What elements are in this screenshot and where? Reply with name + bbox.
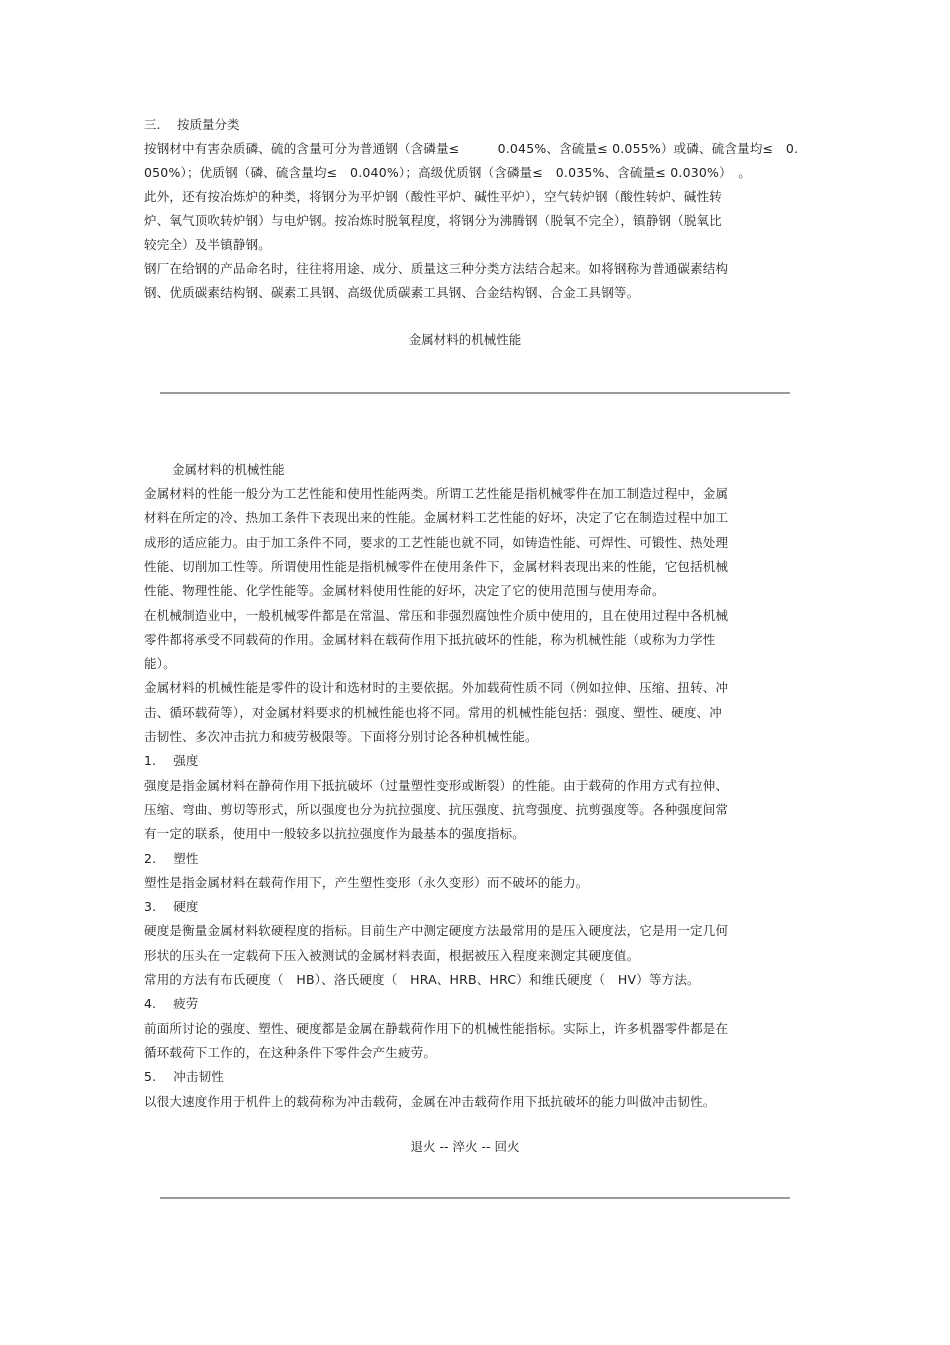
article-title-heat-treatment: 退火 -- 淬火 -- 回火 [410,1139,520,1154]
text-line: 5. 冲击韧性 [144,1069,224,1085]
text-line: 材料在所定的冷、热加工条件下表现出来的性能。金属材料工艺性能的好坏，决定了它在制造过程中加工 [144,510,729,526]
text-line: 击韧性、多次冲击抗力和疲劳极限等。下面将分别讨论各种机械性能。 [144,729,538,744]
text-line: 常用的方法有布氏硬度（ HB）、洛氏硬度（ HRA、HRB、HRC）和维氏硬度（ HV）等方法。 [144,972,700,987]
text-line: 循环载荷下工作的，在这种条件下零件会产生疲劳。 [144,1044,437,1060]
text-line: 按钢材中有害杂质磷、硫的含量可分为普通钢（含磷量≤ 0.045%、含硫量≤ 0.055%）或磷、硫含量均≤ 0. [144,141,799,156]
text-line: 金属材料的机械性能是零件的设计和选材时的主要依据。外加载荷性质不同（例如拉伸、压缩、扭转、冲 [144,680,729,696]
text-line: 以很大速度作用于机件上的载荷称为冲击载荷，金属在冲击载荷作用下抵抗破坏的能力叫做冲击韧性。 [144,1093,716,1109]
text-line: 能）。 [144,656,176,672]
text-line: 2. 塑性 [144,850,199,866]
text-line: 金属材料的性能一般分为工艺性能和使用性能两类。所谓工艺性能是指机械零件在加工制造过程中，金属 [144,486,729,501]
text-line: 050%）；优质钢（磷、硫含量均≤ 0.040%）；高级优质钢（含磷量≤ 0.035%、含硫量≤ 0.030%） 。 [144,165,751,180]
text-line: 钢、优质碳素结构钢、碳素工具钢、高级优质碳素工具钢、合金结构钢、合金工具钢等。 [144,285,640,300]
text-line: 前面所讨论的强度、塑性、硬度都是金属在静载荷作用下的机械性能指标。实际上，许多机器零件都是在 [144,1020,729,1036]
text-line: 强度是指金属材料在静荷作用下抵抗破坏（过量塑性变形或断裂）的性能。由于载荷的作用方式有拉伸、 [144,777,729,793]
text-line: 性能、切削加工性等。所谓使用性能是指机械零件在使用条件下，金属材料表现出来的性能，它包括机械 [144,558,729,574]
article-title-mechanical-properties: 金属材料的机械性能 [408,332,522,347]
text-line: 形状的压头在一定载荷下压入被测试的金属材料表面，根据被压入程度来测定其硬度值。 [144,947,640,963]
text-line: 有一定的联系，使用中一般较多以抗拉强度作为最基本的强度指标。 [144,826,526,842]
text-line: 压缩、弯曲、剪切等形式，所以强度也分为抗拉强度、抗压强度、抗弯强度、抗剪强度等。各种强度间常 [144,801,729,817]
text-line: 钢厂在给钢的产品命名时，往往将用途、成分、质量这三种分类方法结合起来。如将钢称为普通碳素结构 [144,261,729,276]
divider-line [160,1197,790,1199]
section-heading-mechanical: 金属材料的机械性能 [172,462,285,477]
text-line: 1. 强度 [144,753,199,769]
text-line: 零件都将承受不同载荷的作用。金属材料在载荷作用下抵抗破坏的性能，称为机械性能（或称为力学性 [144,631,716,647]
text-line: 3. 硬度 [144,899,199,915]
text-line: 成形的适应能力。由于加工条件不同，要求的工艺性能也就不同，如铸造性能、可焊性、可锻性、热处理 [144,534,729,550]
text-line: 炉、氧气顶吹转炉钢）与电炉钢。按冶炼时脱氧程度，将钢分为沸腾钢（脱氧不完全），镇静钢（脱氧比 [144,213,722,228]
text-line: 硬度是衡量金属材料软硬程度的指标。目前生产中测定硬度方法最常用的是压入硬度法，它是用一定几何 [144,923,729,939]
text-line: 塑性是指金属材料在载荷作用下，产生塑性变形（永久变形）而不破坏的能力。 [144,874,589,890]
text-line: 在机械制造业中，一般机械零件都是在常温、常压和非强烈腐蚀性介质中使用的，且在使用过程中各机械 [144,607,729,623]
text-line: 较完全）及半镇静钢。 [144,237,272,252]
text-line: 性能、物理性能、化学性能等。金属材料使用性能的好坏，决定了它的使用范围与使用寿命。 [144,583,665,599]
text-line: 击、循环载荷等），对金属材料要求的机械性能也将不同。常用的机械性能包括：强度、塑性、硬度、冲 [144,704,722,720]
text-line: 4. 疲劳 [144,996,199,1012]
divider-line [160,392,790,394]
section-heading-quality: 三. 按质量分类 [144,117,240,132]
text-line: 此外，还有按冶炼炉的种类，将钢分为平炉钢（酸性平炉、碱性平炉），空气转炉钢（酸性转炉、碱性转 [144,189,722,204]
